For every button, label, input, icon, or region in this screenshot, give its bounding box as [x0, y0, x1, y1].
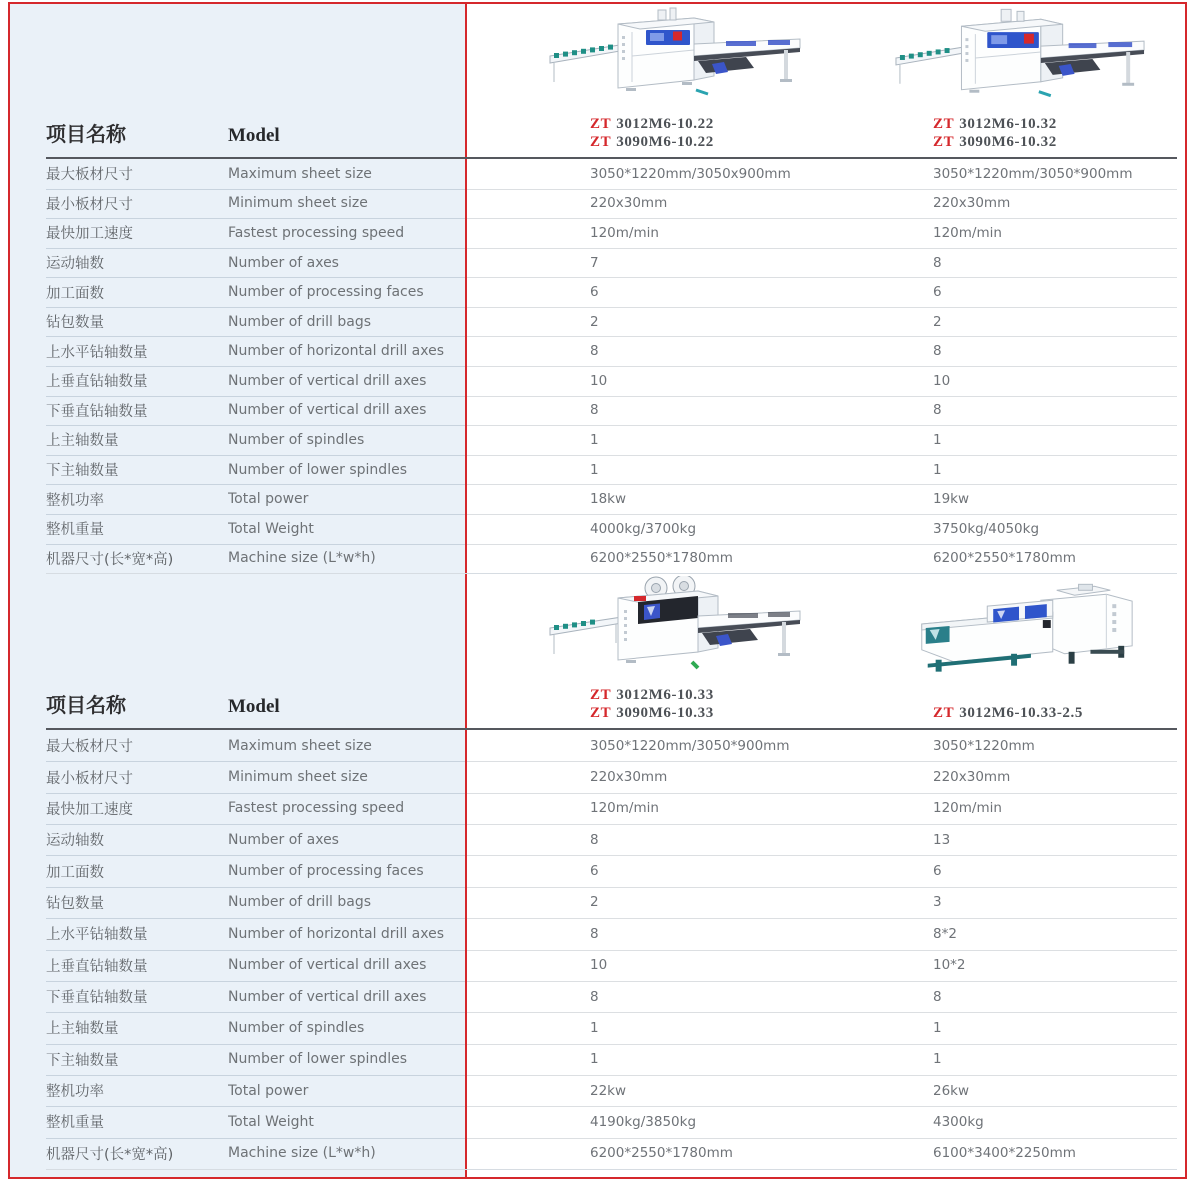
model-name	[590, 133, 714, 151]
spec-row	[10, 248, 1185, 278]
spec-row	[10, 793, 1185, 824]
spec-label-en: Number of vertical drill axes	[228, 372, 427, 389]
spec-row	[10, 396, 1185, 426]
model-code: 3090M6-10.32	[959, 134, 1057, 150]
brand-prefix: ZT	[933, 705, 955, 721]
brand-prefix: ZT	[590, 116, 612, 132]
spec-value-col1: 120m/min	[590, 224, 659, 241]
spec-label-en: Number of axes	[228, 831, 339, 848]
spec-value-col1: 8	[590, 402, 599, 419]
spec-value-col2: 8	[933, 343, 942, 360]
spec-label-cn: 最快加工速度	[46, 226, 133, 243]
spec-value-col1: 1	[590, 461, 599, 478]
spec-value-col1: 8	[590, 925, 599, 942]
header-title-model: Model	[228, 125, 280, 146]
spec-value-col2: 8*2	[933, 925, 957, 942]
spec-value-col1: 1	[590, 1051, 599, 1068]
spec-sheet-frame	[8, 2, 1187, 1179]
machine-illustration-zt3012m6-10-32	[892, 6, 1150, 106]
spec-value-col1: 22kw	[590, 1082, 627, 1099]
spec-label-en: Total Weight	[228, 520, 314, 537]
spec-row	[10, 1106, 1185, 1137]
model-name	[933, 133, 1057, 151]
spec-value-col1: 10	[590, 372, 608, 389]
spec-value-col2: 1	[933, 1051, 942, 1068]
spec-value-col2: 3050*1220mm	[933, 737, 1035, 754]
spec-value-col2: 8	[933, 254, 942, 271]
model-code: 3012M6-10.32	[959, 116, 1057, 132]
spec-value-col1: 3050*1220mm/3050*900mm	[590, 737, 790, 754]
table-1-rows	[10, 159, 1185, 573]
spec-label-cn: 最快加工速度	[46, 801, 133, 818]
spec-value-col2: 4300kg	[933, 1113, 984, 1130]
spec-value-col2: 1	[933, 461, 942, 478]
spec-value-col1: 2	[590, 313, 599, 330]
spec-label-cn: 机器尺寸(长*宽*高)	[46, 551, 174, 568]
spec-row	[10, 336, 1185, 366]
spec-label-cn: 钻包数量	[46, 895, 104, 912]
spec-value-col1: 3050*1220mm/3050x900mm	[590, 165, 791, 182]
brand-prefix: ZT	[590, 134, 612, 150]
spec-value-col2: 2	[933, 313, 942, 330]
spec-row	[10, 514, 1185, 544]
spec-value-col2: 120m/min	[933, 224, 1002, 241]
spec-value-col1: 1	[590, 1019, 599, 1036]
spec-label-en: Maximum sheet size	[228, 737, 372, 754]
spec-value-col1: 8	[590, 988, 599, 1005]
spec-value-col2: 220x30mm	[933, 769, 1011, 786]
table-2-rows	[10, 730, 1185, 1169]
table-1-header	[10, 4, 1185, 159]
spec-label-en: Number of processing faces	[228, 284, 424, 301]
spec-value-col2: 6100*3400*2250mm	[933, 1145, 1076, 1162]
spec-row	[10, 159, 1185, 189]
spec-value-col1: 6200*2550*1780mm	[590, 1145, 733, 1162]
spec-row	[10, 544, 1185, 574]
spec-value-col1: 220x30mm	[590, 769, 668, 786]
spec-row	[10, 855, 1185, 886]
spec-value-col1: 4190kg/3850kg	[590, 1113, 697, 1130]
model-list	[590, 115, 714, 151]
spec-label-cn: 钻包数量	[46, 315, 104, 332]
table-2-header	[10, 574, 1185, 730]
spec-row	[10, 950, 1185, 981]
spec-label-en: Machine size (L*w*h)	[228, 550, 376, 567]
spec-label-en: Number of spindles	[228, 1019, 365, 1036]
spec-label-en: Total Weight	[228, 1113, 314, 1130]
machine-illustration-zt3012m6-10-33	[537, 576, 815, 676]
spec-label-cn: 上主轴数量	[46, 433, 119, 450]
spec-value-col2: 1	[933, 431, 942, 448]
model-name	[933, 704, 1083, 722]
spec-label-cn: 整机功率	[46, 1084, 104, 1101]
spec-label-en: Total power	[228, 491, 309, 508]
model-code: 3012M6-10.22	[616, 116, 714, 132]
spec-label-en: Total power	[228, 1082, 309, 1099]
spec-value-col1: 8	[590, 831, 599, 848]
spec-value-col1: 7	[590, 254, 599, 271]
spec-label-en: Number of axes	[228, 254, 339, 271]
spec-value-col1: 10	[590, 957, 608, 974]
spec-table-2	[10, 574, 1185, 1177]
spec-value-col1: 120m/min	[590, 800, 659, 817]
spec-row	[10, 824, 1185, 855]
spec-label-cn: 最大板材尺寸	[46, 167, 133, 184]
spec-label-en: Number of lower spindles	[228, 1051, 407, 1068]
spec-value-col2: 1	[933, 1019, 942, 1036]
spec-value-col2: 3750kg/4050kg	[933, 520, 1040, 537]
spec-row	[10, 189, 1185, 219]
spec-row	[10, 484, 1185, 514]
spec-label-cn: 下垂直钻轴数量	[46, 990, 148, 1007]
brand-prefix: ZT	[590, 687, 612, 703]
model-name	[590, 704, 714, 722]
spec-label-en: Machine size (L*w*h)	[228, 1145, 376, 1162]
spec-value-col1: 2	[590, 894, 599, 911]
spec-value-col2: 120m/min	[933, 800, 1002, 817]
model-name	[933, 115, 1057, 133]
spec-row	[10, 425, 1185, 455]
spec-label-cn: 下主轴数量	[46, 1052, 119, 1069]
model-name	[590, 115, 714, 133]
model-code: 3090M6-10.33	[616, 705, 714, 721]
spec-row	[10, 981, 1185, 1012]
spec-label-en: Number of vertical drill axes	[228, 957, 427, 974]
spec-label-en: Number of vertical drill axes	[228, 402, 427, 419]
spec-row	[10, 761, 1185, 792]
spec-label-cn: 上水平钻轴数量	[46, 927, 148, 944]
model-list	[933, 704, 1083, 722]
spec-row	[10, 730, 1185, 761]
spec-label-cn: 整机重量	[46, 522, 104, 539]
spec-label-en: Number of processing faces	[228, 863, 424, 880]
spec-label-en: Minimum sheet size	[228, 769, 368, 786]
spec-label-en: Number of vertical drill axes	[228, 988, 427, 1005]
spec-label-cn: 运动轴数	[46, 833, 104, 850]
spec-row	[10, 366, 1185, 396]
spec-label-cn: 加工面数	[46, 864, 104, 881]
brand-prefix: ZT	[933, 134, 955, 150]
model-code: 3090M6-10.22	[616, 134, 714, 150]
spec-label-en: Number of spindles	[228, 431, 365, 448]
spec-row	[10, 1012, 1185, 1043]
spec-row	[10, 1044, 1185, 1075]
spec-value-col2: 13	[933, 831, 951, 848]
spec-row	[10, 1075, 1185, 1106]
spec-label-en: Maximum sheet size	[228, 165, 372, 182]
spec-label-en: Fastest processing speed	[228, 800, 405, 817]
model-name	[590, 686, 714, 704]
spec-label-en: Fastest processing speed	[228, 224, 405, 241]
spec-value-col2: 6	[933, 863, 942, 880]
model-code: 3012M6-10.33-2.5	[959, 705, 1083, 721]
spec-label-en: Number of horizontal drill axes	[228, 343, 445, 360]
spec-label-cn: 上主轴数量	[46, 1021, 119, 1038]
spec-label-cn: 机器尺寸(长*宽*高)	[46, 1146, 174, 1163]
spec-label-cn: 整机功率	[46, 492, 104, 509]
spec-label-en: Number of drill bags	[228, 894, 372, 911]
spec-label-cn: 上水平钻轴数量	[46, 344, 148, 361]
spec-label-cn: 最大板材尺寸	[46, 739, 133, 756]
brand-prefix: ZT	[933, 116, 955, 132]
spec-label-cn: 上垂直钻轴数量	[46, 958, 148, 975]
spec-row	[10, 307, 1185, 337]
spec-row	[10, 455, 1185, 485]
spec-value-col2: 8	[933, 988, 942, 1005]
spec-value-col1: 4000kg/3700kg	[590, 520, 697, 537]
model-list	[933, 115, 1057, 151]
spec-label-cn: 上垂直钻轴数量	[46, 374, 148, 391]
spec-label-cn: 最小板材尺寸	[46, 770, 133, 787]
spec-value-col1: 220x30mm	[590, 195, 668, 212]
spec-label-en: Minimum sheet size	[228, 195, 368, 212]
spec-value-col1: 18kw	[590, 491, 627, 508]
spec-label-en: Number of horizontal drill axes	[228, 925, 445, 942]
spec-value-col2: 3050*1220mm/3050*900mm	[933, 165, 1133, 182]
header-title-cn: 项目名称	[46, 122, 126, 146]
spec-value-col1: 8	[590, 343, 599, 360]
spec-value-col2: 6	[933, 284, 942, 301]
spec-value-col2: 6200*2550*1780mm	[933, 550, 1076, 567]
spec-value-col2: 3	[933, 894, 942, 911]
spec-label-cn: 下主轴数量	[46, 463, 119, 480]
spec-value-col2: 10	[933, 372, 951, 389]
spec-value-col2: 8	[933, 402, 942, 419]
machine-illustration-zt3012m6-10-22	[537, 6, 815, 106]
spec-row	[10, 1138, 1185, 1169]
spec-table-1	[10, 4, 1185, 574]
spec-label-cn: 最小板材尺寸	[46, 196, 133, 213]
spec-label-en: Number of drill bags	[228, 313, 372, 330]
spec-row	[10, 918, 1185, 949]
spec-value-col2: 220x30mm	[933, 195, 1011, 212]
spec-row	[10, 277, 1185, 307]
model-code: 3012M6-10.33	[616, 687, 714, 703]
spec-label-cn: 整机重量	[46, 1115, 104, 1132]
spec-value-col2: 19kw	[933, 491, 970, 508]
header-title-model: Model	[228, 696, 280, 717]
model-list	[590, 686, 714, 722]
spec-value-col1: 6	[590, 284, 599, 301]
spec-value-col2: 10*2	[933, 957, 966, 974]
spec-label-cn: 运动轴数	[46, 256, 104, 273]
header-title-cn: 项目名称	[46, 693, 126, 717]
spec-value-col2: 26kw	[933, 1082, 970, 1099]
spec-label-en: Number of lower spindles	[228, 461, 407, 478]
brand-prefix: ZT	[590, 705, 612, 721]
spec-row	[10, 218, 1185, 248]
spec-label-cn: 加工面数	[46, 285, 104, 302]
spec-value-col1: 6	[590, 863, 599, 880]
machine-illustration-zt3012m6-10-33-2-5	[892, 576, 1150, 676]
spec-value-col1: 6200*2550*1780mm	[590, 550, 733, 567]
spec-value-col1: 1	[590, 431, 599, 448]
spec-row	[10, 887, 1185, 918]
spec-label-cn: 下垂直钻轴数量	[46, 403, 148, 420]
